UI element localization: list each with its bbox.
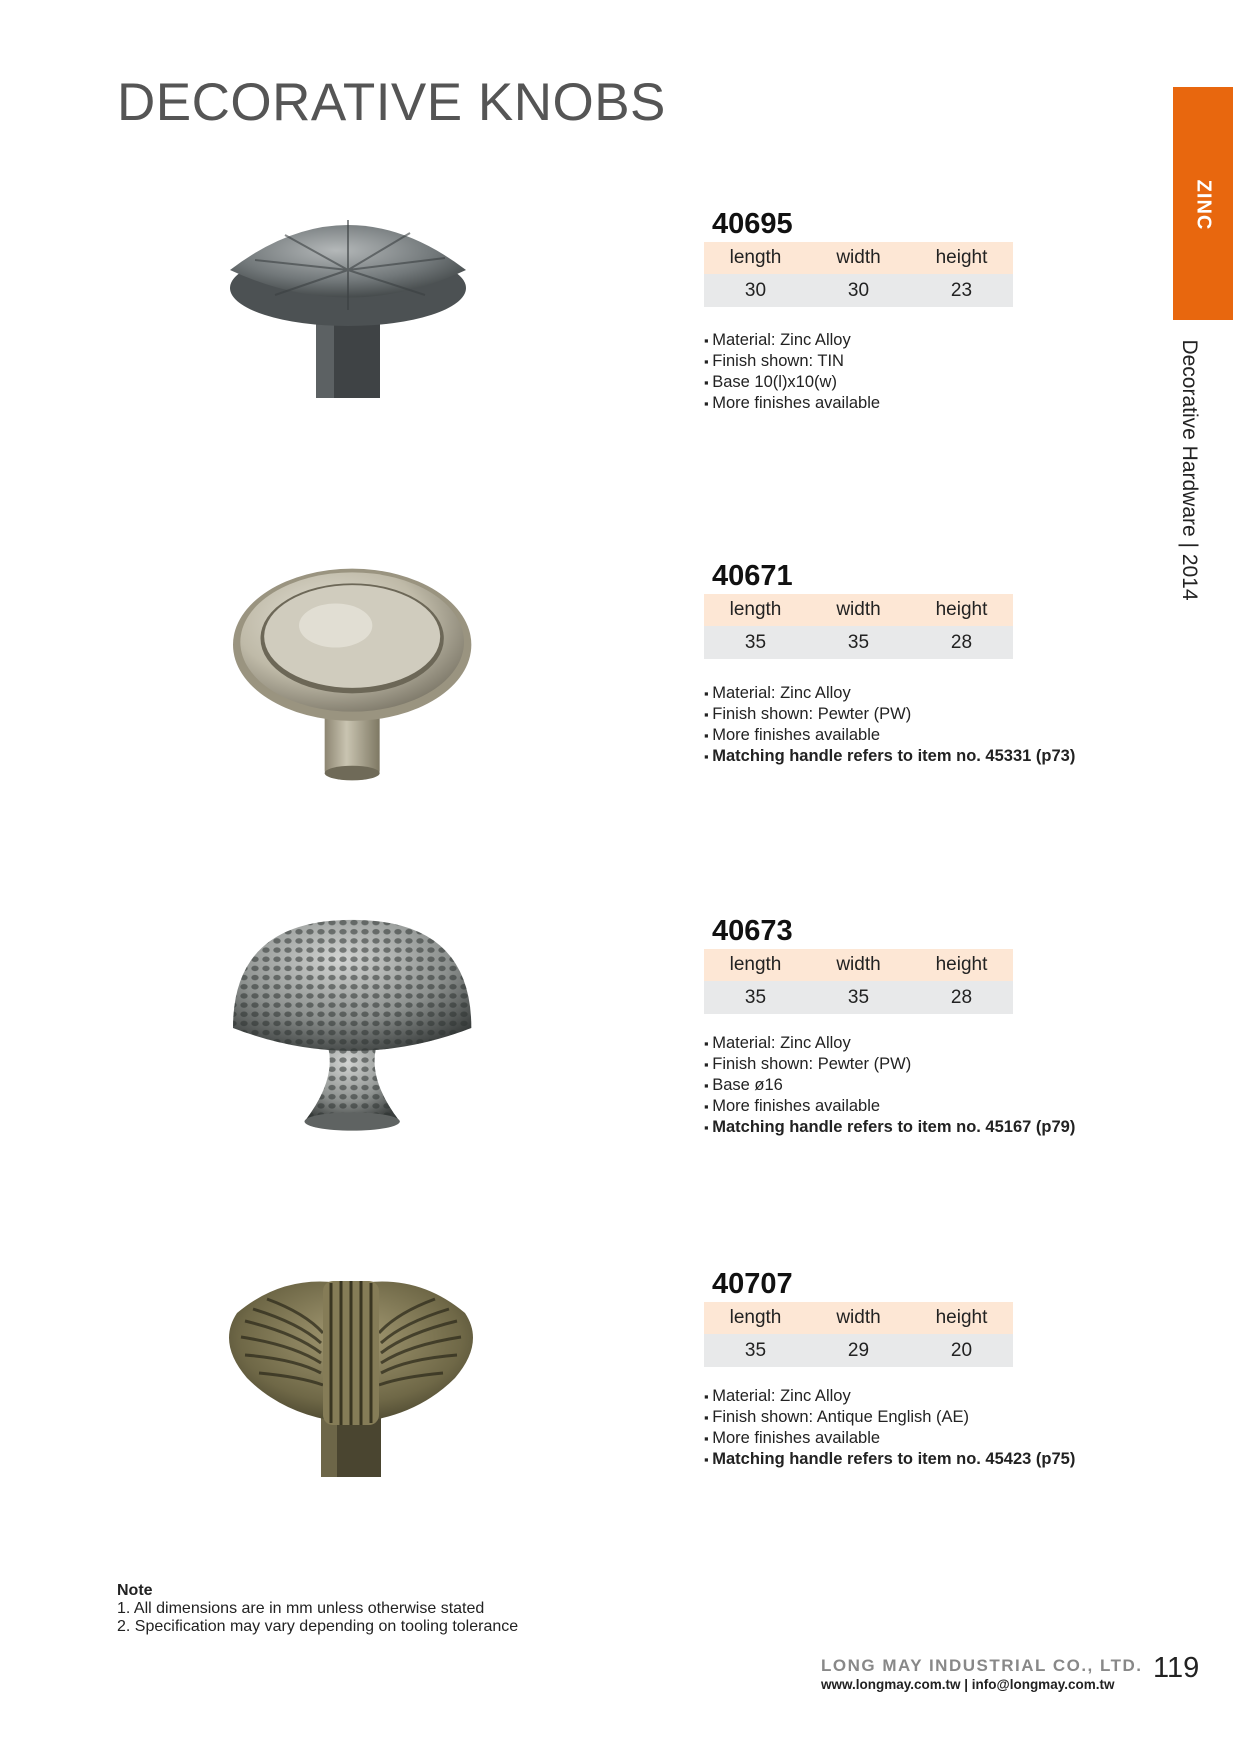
dimensions-table [704,594,1013,659]
value-height: 20 [910,1334,1013,1367]
value-height: 23 [910,274,1013,307]
dimensions-table [704,949,1013,1014]
value-width: 35 [807,981,910,1014]
spec-item: ▪ More finishes available [704,1428,1075,1449]
company-name: LONG MAY INDUSTRIAL CO., LTD. [821,1656,1143,1675]
matching-handle-note: ▪ Matching handle refers to item no. 45331 (p73) [704,746,1075,767]
value-height: 28 [910,626,1013,659]
header-width: width [807,949,910,981]
note-title: Note [117,1582,153,1599]
value-length: 35 [704,1334,807,1367]
spec-list [704,1033,1075,1138]
spec-list [704,683,1075,767]
knob-image-40673 [215,918,515,1138]
section-tab-label: ZINC [1192,179,1215,231]
header-length: length [704,1302,807,1334]
page-title: DECORATIVE KNOBS [117,73,666,132]
header-length: length [704,594,807,626]
spec-item: ▪ Finish shown: Pewter (PW) [704,1054,1075,1075]
spec-item: ▪ Base ø16 [704,1075,1075,1096]
spec-item: ▪ Base 10(l)x10(w) [704,372,880,393]
value-width: 29 [807,1334,910,1367]
value-length: 35 [704,981,807,1014]
spec-list [704,1386,1075,1470]
note-block [117,1582,518,1636]
header-width: width [807,242,910,274]
product-code: 40707 [712,1268,793,1300]
header-width: width [807,1302,910,1334]
value-height: 28 [910,981,1013,1014]
spec-item: ▪ Material: Zinc Alloy [704,1386,1075,1407]
value-length: 35 [704,626,807,659]
header-height: height [910,949,1013,981]
note-line: 2. Specification may vary depending on tooling tolerance [117,1618,519,1635]
header-width: width [807,594,910,626]
spec-item: ▪ Material: Zinc Alloy [704,330,880,351]
note-line: 1. All dimensions are in mm unless otherwise stated [117,1600,485,1617]
company-contact: www.longmay.com.tw | info@longmay.com.tw [821,1677,1115,1692]
header-height: height [910,242,1013,274]
page-number: 119 [1153,1652,1200,1684]
knob-image-40671 [215,565,515,785]
value-length: 30 [704,274,807,307]
product-code: 40695 [712,208,793,240]
header-length: length [704,242,807,274]
spec-item: ▪ Material: Zinc Alloy [704,1033,1075,1054]
spec-item: ▪ More finishes available [704,393,880,414]
value-width: 35 [807,626,910,659]
header-height: height [910,1302,1013,1334]
product-code: 40671 [712,560,793,592]
spec-list [704,330,880,414]
footer-company [821,1656,1143,1692]
spec-item: ▪ Material: Zinc Alloy [704,683,1075,704]
matching-handle-note: ▪ Matching handle refers to item no. 45423 (p75) [704,1449,1075,1470]
knob-image-40695 [215,200,515,420]
product-code: 40673 [712,915,793,947]
dimensions-table [704,1302,1013,1367]
spec-item: ▪ More finishes available [704,725,1075,746]
matching-handle-note: ▪ Matching handle refers to item no. 45167 (p79) [704,1117,1075,1138]
header-height: height [910,594,1013,626]
dimensions-table [704,242,1013,307]
value-width: 30 [807,274,910,307]
catalog-caption: Decorative Hardware | 2014 [1178,339,1201,601]
spec-item: ▪ Finish shown: Pewter (PW) [704,704,1075,725]
spec-item: ▪ Finish shown: Antique English (AE) [704,1407,1075,1428]
knob-image-40707 [215,1268,515,1488]
header-length: length [704,949,807,981]
spec-item: ▪ Finish shown: TIN [704,351,880,372]
spec-item: ▪ More finishes available [704,1096,1075,1117]
